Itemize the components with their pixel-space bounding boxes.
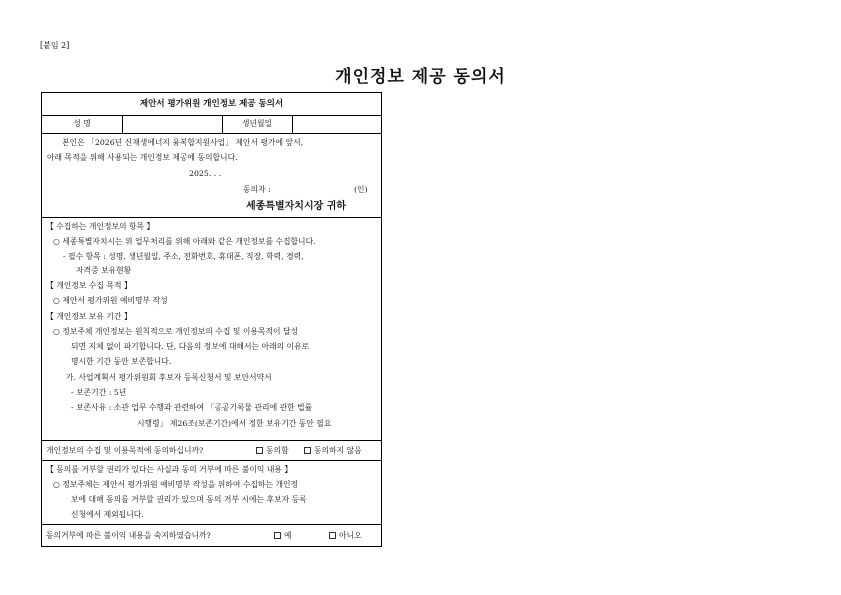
retention-period: - 보존기간 : 5년: [71, 388, 127, 397]
form-header-row: [42, 93, 381, 115]
items-intro: ○ 세종특별자치시는 위 업무처리를 위해 아래와 같은 개인정보를 수집합니다.: [53, 237, 316, 246]
no-checkbox[interactable]: [329, 532, 336, 539]
retention-reason-2: 시행령」 제26조(보존기간)에서 정한 보유기간 동안 필요: [137, 419, 332, 428]
section-title-refusal: 【 동의를 거부할 권리가 있다는 사실과 동의 거부에 따른 불이익 내용 】: [46, 465, 293, 474]
section-title-items: 【 수집하는 개인정보의 항목 】: [46, 222, 155, 231]
name-field[interactable]: [124, 117, 220, 131]
refusal-line-2: 보에 대해 동의를 거부할 권리가 있으며 동의 거부 시에는 후보자 등록: [71, 495, 307, 504]
intro-line-1: 본인은 「2026년 신재생에너지 융복합지원사업」 제안서 평가에 앞서,: [62, 138, 304, 147]
retention-line-1: ○ 정보주체 개인정보는 원칙적으로 개인정보의 수집 및 이용목적이 달성: [53, 327, 299, 336]
required-items-line-2: 자격증 보유현황: [76, 266, 132, 275]
acknowledge-question-row: [42, 524, 381, 546]
agree-option[interactable]: [256, 446, 289, 456]
seal-label: (인): [354, 185, 368, 194]
retention-reason-1: - 보존사유 : 소관 업무 수행과 관련하여 「공공기록물 관리에 관한 법률: [71, 403, 313, 412]
no-label: 아니오: [339, 531, 362, 540]
retention-sub-item: 가. 사업계획서 평가위원회 후보자 등록신청서 및 보안서약서: [66, 373, 272, 382]
page-title: 개인정보 제공 동의서: [335, 67, 506, 87]
refusal-section: [42, 460, 381, 524]
required-items-line-1: - 필수 항목 : 성명, 생년월일, 주소, 전화번호, 휴대폰, 직장, 학력, 경력,: [63, 252, 304, 261]
yes-option[interactable]: [274, 531, 292, 541]
acknowledge-question: 동의거부에 따른 불이익 내용을 숙지하였습니까?: [46, 531, 211, 540]
disagree-checkbox[interactable]: [304, 447, 311, 454]
addressee: 세종특별자치시장 귀하: [246, 201, 347, 212]
birth-field[interactable]: [294, 117, 380, 131]
purpose-item: ○ 제안서 평가위원 예비명부 작성: [53, 296, 168, 305]
consent-question-row: [42, 440, 381, 460]
disagree-label: 동의하지 않음: [314, 446, 362, 455]
form-header: 제안서 평가위원 개인정보 제공 동의서: [139, 99, 284, 109]
attachment-label: [붙임 2]: [40, 41, 70, 50]
info-row: [42, 115, 381, 133]
agree-label: 동의함: [266, 446, 289, 455]
details-section: [42, 217, 381, 440]
refusal-line-3: 신청에서 제외됩니다.: [71, 510, 144, 519]
yes-label: 예: [284, 531, 292, 540]
agree-checkbox[interactable]: [256, 447, 263, 454]
yes-checkbox[interactable]: [274, 532, 281, 539]
consent-question: 개인정보의 수집 및 이용목적에 동의하십니까?: [46, 446, 204, 455]
no-option[interactable]: [329, 531, 362, 541]
consent-form: [41, 92, 382, 547]
refusal-line-1: ○ 정보주체는 제안서 평가위원 예비명부 작성을 위하여 수집하는 개인정: [53, 480, 299, 489]
birth-label: 생년월일: [241, 119, 273, 128]
section-title-purpose: 【 개인정보 수집 목적 】: [46, 281, 132, 290]
retention-line-2: 되면 지체 없이 파기합니다. 단, 다음의 정보에 대해서는 아래의 이유로: [71, 342, 310, 351]
name-label: 성 명: [73, 119, 91, 128]
retention-line-3: 명시한 기간 동안 보존합니다.: [71, 357, 172, 366]
intro-line-2: 아래 목적을 위해 사용되는 개인정보 제공에 동의합니다.: [47, 153, 238, 162]
date-line: 2025. . .: [189, 169, 222, 178]
disagree-option[interactable]: [304, 446, 362, 456]
consenter-label: 동의자 :: [243, 185, 271, 194]
section-title-retention: 【 개인정보 보유 기간 】: [46, 312, 132, 321]
intro-section: [42, 133, 381, 217]
